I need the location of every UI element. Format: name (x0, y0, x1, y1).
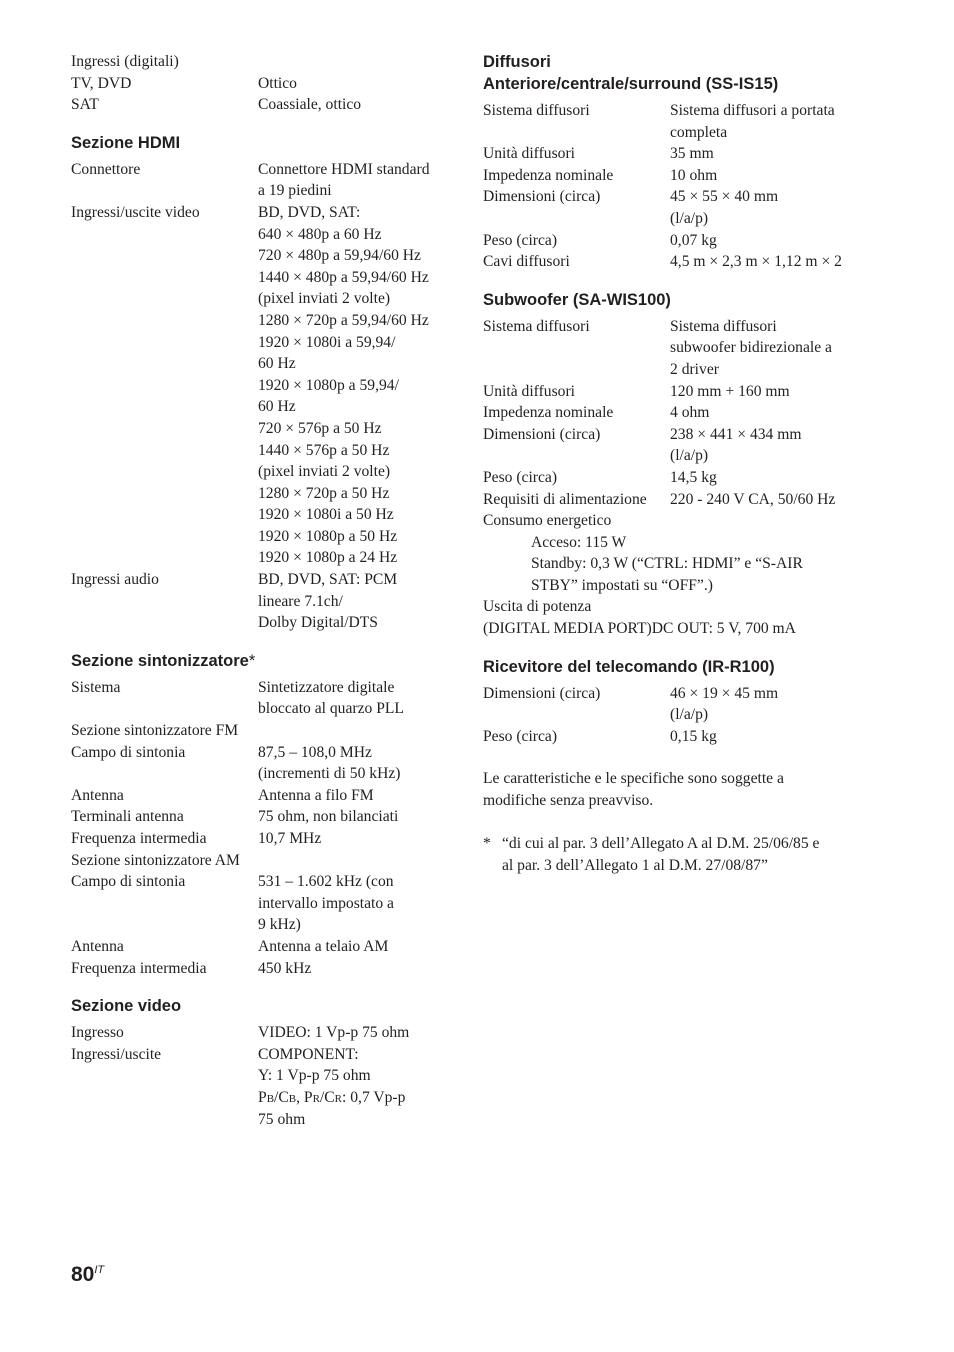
spec-value: Dolby Digital/DTS (258, 614, 378, 632)
receiver-section-heading: Ricevitore del telecomando (IR-R100) (483, 657, 775, 676)
spec-value: 1280 × 720p a 50 Hz (258, 484, 390, 502)
spec-label: Frequenza intermedia (71, 959, 207, 977)
spec-value: 640 × 480p a 60 Hz (258, 225, 382, 243)
spec-value: Antenna a filo FM (258, 786, 374, 804)
spec-row (71, 245, 451, 267)
spec-value: (l/a/p) (670, 209, 709, 227)
spec-label: Cavi diffusori (483, 253, 570, 271)
spec-label: Terminali antenna (71, 808, 184, 826)
power-output-value-row (483, 618, 883, 640)
spec-label: Peso (circa) (483, 231, 558, 249)
spec-value: 2 driver (670, 360, 719, 378)
spec-label: Dimensioni (circa) (483, 188, 601, 206)
consumption-label: Consumo energetico (483, 512, 612, 530)
spec-label: Antenna (71, 786, 124, 804)
spec-row (71, 375, 451, 397)
spec-row (71, 202, 451, 224)
spec-row (71, 461, 451, 483)
spec-value: 720 × 480p a 59,94/60 Hz (258, 247, 421, 265)
spec-row (71, 742, 451, 764)
spec-value: 1920 × 1080p a 24 Hz (258, 549, 398, 567)
spec-label: Connettore (71, 160, 141, 178)
disclaimer-line: modifiche senza preavviso. (483, 792, 654, 810)
spec-value: bloccato al quarzo PLL (258, 700, 404, 718)
spec-row (483, 337, 883, 359)
component-pb-pr-value: PB/CB, PR/CR: 0,7 Vp-p (258, 1088, 406, 1106)
spec-row (483, 726, 883, 748)
spec-label: Requisiti di alimentazione (483, 490, 647, 508)
spec-row (483, 381, 883, 403)
spec-label: Sistema (71, 678, 121, 696)
speakers-spec-rows (483, 100, 883, 273)
component-last-row (71, 1109, 451, 1131)
spec-row (71, 73, 451, 95)
spec-row (71, 332, 451, 354)
spec-value: Sintetizzatore digitale (258, 678, 395, 696)
power-output-label-row (483, 596, 883, 618)
spec-row (71, 440, 451, 462)
spec-value: 46 × 19 × 45 mm (670, 684, 779, 702)
tuner-footnote-mark: * (248, 651, 256, 670)
spec-row (483, 316, 883, 338)
spec-row (71, 698, 451, 720)
spec-value: (l/a/p) (670, 447, 709, 465)
spec-row (71, 763, 451, 785)
spec-row (483, 704, 883, 726)
spec-value: (incrementi di 50 kHz) (258, 765, 401, 783)
spec-label: Peso (circa) (483, 727, 558, 745)
spec-label: SAT (71, 96, 99, 114)
spec-row (71, 288, 451, 310)
spec-value: 238 × 441 × 434 mm (670, 425, 802, 443)
spec-label: Peso (circa) (483, 468, 558, 486)
spec-row (483, 683, 883, 705)
tuner-spec-rows (71, 677, 451, 979)
speakers-section-heading: Diffusori (483, 53, 551, 71)
spec-row (71, 828, 451, 850)
component-last-value: 75 ohm (258, 1110, 306, 1128)
spec-label: TV, DVD (71, 74, 132, 92)
spec-value: 0,07 kg (670, 231, 717, 249)
spec-value: 1920 × 1080i a 59,94/ (258, 333, 396, 351)
spec-value: subwoofer bidirezionale a (670, 339, 832, 357)
spec-value: 1920 × 1080i a 50 Hz (258, 506, 394, 524)
spec-label: Ingressi/uscite (71, 1045, 162, 1063)
spec-row (71, 1044, 451, 1066)
spec-value: (pixel inviati 2 volte) (258, 463, 391, 481)
spec-value: Coassiale, ottico (258, 96, 362, 114)
digital-inputs-rows (71, 73, 451, 116)
spec-value: completa (670, 123, 728, 141)
spec-label: Ingresso (71, 1024, 124, 1042)
consumption-standby-row-2: STBY” impostati su “OFF”.) (531, 576, 713, 594)
spec-value: 10,7 MHz (258, 830, 322, 847)
spec-row (71, 504, 451, 526)
spec-value: 120 mm + 160 mm (670, 382, 790, 400)
spec-value: 35 mm (670, 145, 714, 163)
spec-value: intervallo impostato a (258, 894, 394, 912)
spec-row (71, 526, 451, 548)
spec-value: lineare 7.1ch/ (258, 592, 343, 610)
spec-label: Ingressi/uscite video (71, 203, 200, 221)
spec-value: a 19 piedini (258, 182, 332, 200)
spec-row (71, 612, 451, 634)
spec-row (483, 165, 883, 187)
spec-row (71, 958, 451, 980)
video-section-heading: Sezione video (71, 997, 182, 1016)
spec-row (71, 483, 451, 505)
spec-label: Unità diffusori (483, 145, 575, 163)
spec-label: Frequenza intermedia (71, 830, 207, 847)
spec-row (71, 353, 451, 375)
spec-value: (l/a/p) (670, 706, 709, 724)
spec-value: 450 kHz (258, 959, 312, 977)
spec-row (71, 396, 451, 418)
spec-row (483, 445, 883, 467)
spec-row (483, 359, 883, 381)
spec-row (71, 1065, 451, 1087)
spec-label: Sistema diffusori (483, 317, 590, 335)
spec-row (483, 186, 883, 208)
tuner-section-heading (71, 650, 451, 672)
spec-value: 1440 × 480p a 59,94/60 Hz (258, 268, 429, 286)
spec-label: Sezione sintonizzatore FM (71, 722, 239, 740)
spec-row (483, 143, 883, 165)
spec-row (71, 806, 451, 828)
footnote-mark: * (483, 835, 491, 853)
spec-row (483, 489, 883, 511)
spec-row (71, 224, 451, 246)
spec-value: 9 kHz) (258, 916, 301, 934)
spec-value: Sistema diffusori a portata (670, 102, 835, 119)
spec-row (483, 251, 883, 273)
spec-label: Campo di sintonia (71, 873, 186, 891)
spec-value: 60 Hz (258, 398, 296, 416)
spec-row (71, 1022, 451, 1044)
spec-value: 14,5 kg (670, 468, 717, 486)
video-spec-rows (71, 1022, 451, 1087)
spec-row (71, 159, 451, 181)
spec-row (483, 402, 883, 424)
page-number-value: 80 (71, 1263, 95, 1286)
spec-row (483, 208, 883, 230)
spec-row (71, 893, 451, 915)
spec-label: Sezione sintonizzatore AM (71, 851, 240, 869)
disclaimer-line: Le caratteristiche e le specifiche sono soggette a (483, 770, 784, 788)
spec-row (71, 850, 451, 872)
hdmi-section-heading: Sezione HDMI (71, 133, 181, 152)
hdmi-spec-rows (71, 159, 451, 634)
receiver-spec-rows (483, 683, 883, 748)
spec-value: 4 ohm (670, 404, 710, 422)
spec-value: 720 × 576p a 50 Hz (258, 419, 382, 437)
subwoofer-spec-rows (483, 316, 883, 510)
spec-label: Dimensioni (circa) (483, 425, 601, 443)
spec-value: 75 ohm, non bilanciati (258, 808, 399, 826)
spec-row (71, 914, 451, 936)
footnote (483, 833, 883, 877)
spec-row (71, 51, 451, 73)
spec-row (483, 424, 883, 446)
spec-label: Antenna (71, 937, 124, 955)
spec-row (71, 785, 451, 807)
spec-row (483, 100, 883, 122)
page-number (71, 1258, 104, 1287)
spec-row (71, 720, 451, 742)
spec-value: 0,15 kg (670, 727, 717, 745)
component-pb-pr-row (71, 1087, 451, 1109)
spec-value: Connettore HDMI standard (258, 160, 430, 178)
disclaimer-paragraph (483, 768, 883, 812)
spec-row (71, 569, 451, 591)
spec-row (483, 467, 883, 489)
spec-label: Unità diffusori (483, 382, 575, 400)
spec-row (71, 310, 451, 332)
page-language-suffix: IT (94, 1264, 105, 1276)
spec-label: Ingressi audio (71, 571, 159, 589)
spec-value: 10 ohm (670, 166, 718, 184)
subwoofer-section-heading: Subwoofer (SA-WIS100) (483, 290, 671, 309)
spec-label: Sistema diffusori (483, 102, 590, 119)
spec-value: 45 × 55 × 40 mm (670, 188, 779, 206)
digital-inputs-block (71, 51, 451, 116)
consumption-label-row (483, 510, 883, 532)
spec-value: (pixel inviati 2 volte) (258, 290, 391, 308)
right-column (483, 51, 883, 877)
tuner-heading-text: Sezione sintonizzatore (71, 651, 249, 670)
spec-value: Ottico (258, 74, 297, 92)
spec-row (71, 936, 451, 958)
speakers-section-subheading: Anteriore/centrale/surround (SS-IS15) (483, 75, 779, 93)
spec-value: BD, DVD, SAT: PCM (258, 571, 398, 589)
power-output-label: Uscita di potenza (483, 598, 592, 616)
power-output-value: (DIGITAL MEDIA PORT)DC OUT: 5 V, 700 mA (483, 620, 796, 638)
spec-label: Impedenza nominale (483, 166, 614, 184)
spec-value: 1440 × 576p a 50 Hz (258, 441, 390, 459)
consumption-on-row: Acceso: 115 W (531, 533, 627, 551)
spec-row (71, 547, 451, 569)
spec-label: Impedenza nominale (483, 404, 614, 422)
spec-value: 531 – 1.602 kHz (con (258, 873, 394, 891)
spec-value: Sistema diffusori (670, 317, 777, 335)
footnote-line: “di cui al par. 3 dell’Allegato A al D.M. 25/06/85 e (502, 835, 820, 853)
spec-value: 60 Hz (258, 355, 296, 373)
spec-row (71, 677, 451, 699)
spec-value: 220 - 240 V CA, 50/60 Hz (670, 490, 836, 508)
spec-row (483, 230, 883, 252)
spec-value: 4,5 m × 2,3 m × 1,12 m × 2 (670, 253, 842, 271)
spec-value: Antenna a telaio AM (258, 937, 389, 955)
spec-row (71, 267, 451, 289)
spec-row (71, 180, 451, 202)
spec-row (71, 94, 451, 116)
spec-value: 1920 × 1080p a 59,94/ (258, 376, 399, 394)
spec-label: Campo di sintonia (71, 743, 186, 761)
spec-value: 1280 × 720p a 59,94/60 Hz (258, 311, 429, 329)
spec-label: Dimensioni (circa) (483, 684, 601, 702)
consumption-standby-row-1: Standby: 0,3 W (“CTRL: HDMI” e “S-AIR (531, 555, 803, 573)
footnote-line: al par. 3 dell’Allegato 1 al D.M. 27/08/87” (502, 857, 768, 875)
spec-value: VIDEO: 1 Vp-p 75 ohm (258, 1024, 410, 1042)
spec-row (71, 418, 451, 440)
spec-value: BD, DVD, SAT: (258, 203, 361, 221)
left-column (71, 51, 451, 1130)
spec-value: 1920 × 1080p a 50 Hz (258, 527, 398, 545)
digital-inputs-title: Ingressi (digitali) (71, 53, 179, 70)
spec-value: COMPONENT: (258, 1045, 359, 1063)
spec-row (71, 871, 451, 893)
spec-row (71, 591, 451, 613)
spec-row (483, 122, 883, 144)
spec-value: Y: 1 Vp-p 75 ohm (258, 1067, 371, 1085)
spec-value: 87,5 – 108,0 MHz (258, 743, 372, 761)
